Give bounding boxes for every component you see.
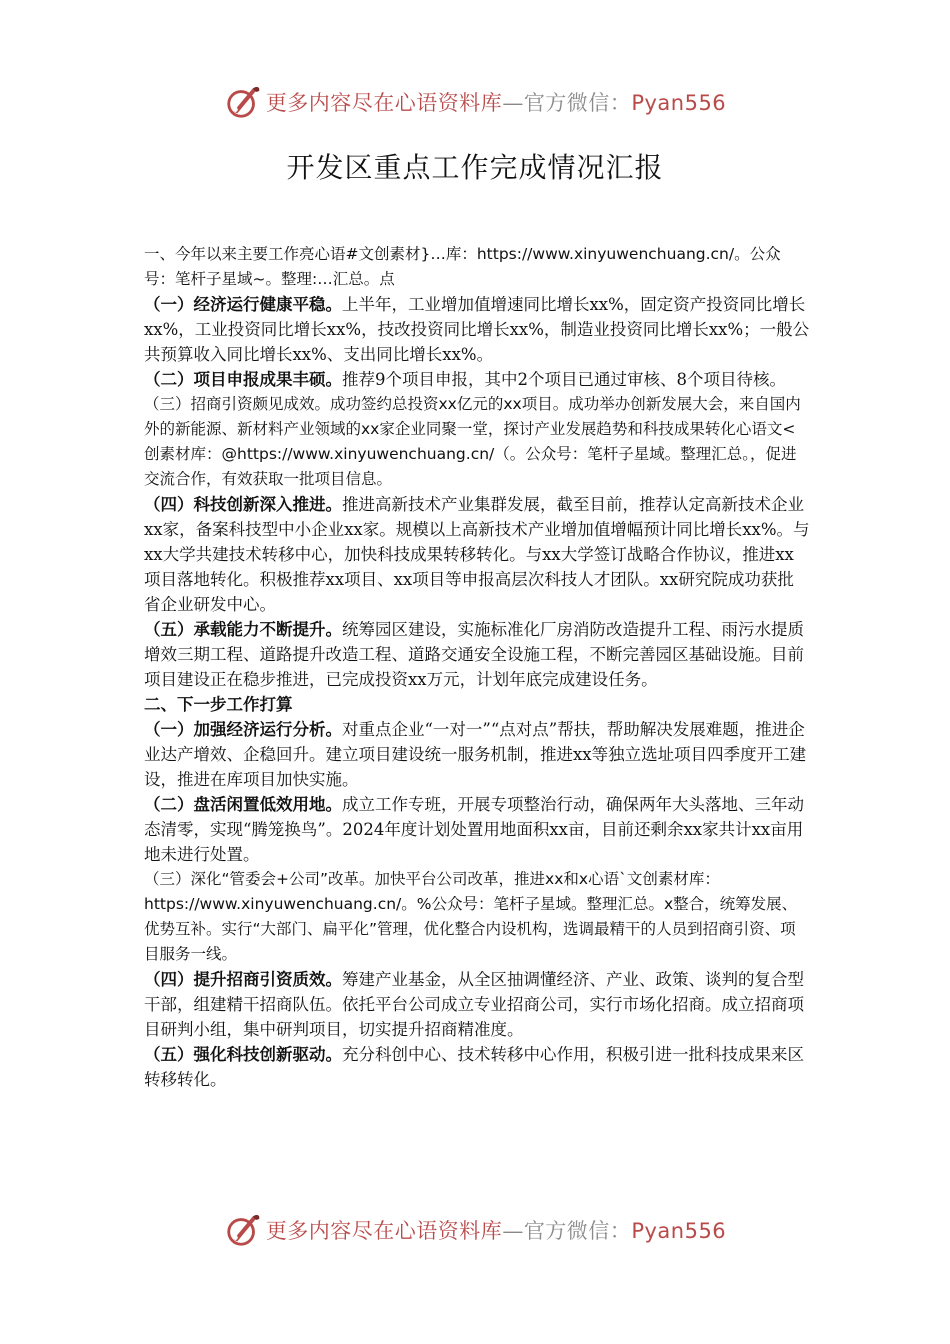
paragraph-10: （三）深化“管委会+公司”改革。加快平台公司改革，推进xx和x心语`文创素材库：https://www.xinyuwenchuang.cn/。%公众号：笔杆子星域。整理汇总。x整合，统筹发展、优势互补。实行“大部门、扁平化”管理，优化整合内设机构，选调最精干的人员到招商引资、项目服务一线。 bbox=[144, 870, 798, 963]
page-title: 开发区重点工作完成情况汇报 bbox=[286, 151, 664, 184]
quill-seal-icon bbox=[224, 83, 262, 121]
banner-official: 官方微信： bbox=[523, 91, 632, 115]
paragraph-3 bbox=[144, 367, 810, 392]
heading-5: （四）科技创新深入推进。 bbox=[144, 495, 342, 514]
section-heading-2: 二、下一步工作打算 bbox=[144, 695, 293, 714]
paragraph-1: 一、今年以来主要工作亮心语#文创素材}…库：https://www.xinyuwenchuang.cn/。公众号：笔杆子星域~。整理:…汇总。点 bbox=[144, 245, 781, 288]
paragraph-2 bbox=[144, 292, 810, 367]
banner-wechat-id: Pyan556 bbox=[631, 1219, 727, 1243]
heading-9: （二）盘活闲置低效用地。 bbox=[144, 795, 342, 814]
text-5: 推进高新技术产业集群发展，截至目前，推荐认定高新技术企业xx家，备案科技型中小企业xx家。规模以上高新技术产业增加值增幅预计同比增长xx%。与xx大学共建技术转移中心，加快科技成果转移转化。与xx大学签订战略合作协议，推进xx项目落地转化。积极推荐xx项目、xx项目等申报高层次科技人才团队。xx研究院成功获批省企业研发中心。 bbox=[144, 495, 810, 614]
quill-seal-icon bbox=[224, 1211, 262, 1249]
text-9: 成立工作专班，开展专项整治行动，确保两年大头落地、三年动态清零，实现“腾笼换鸟”。2024年度计划处置用地面积xx亩，目前还剩余xx家共计xx亩用地未进行处置。 bbox=[144, 795, 804, 864]
heading-11: （四）提升招商引资质效。 bbox=[144, 970, 342, 989]
banner-text bbox=[266, 1215, 726, 1245]
banner-brand: 更多内容尽在心语资料库 bbox=[265, 91, 503, 115]
footer-banner bbox=[0, 1210, 950, 1250]
heading-6: （五）承载能力不断提升。 bbox=[144, 620, 342, 639]
paragraph-4: （三）招商引资颇见成效。成功签约总投资xx亿元的xx项目。成功举办创新发展大会，来自国内外的新能源、新材料产业领域的xx家企业同聚一堂，探讨产业发展趋势和科技成果转化心语文<创素材库：@https://www.xinyuwenchuang.cn/（。公众号：笔杆子星域。整理汇总。，促进交流合作，有效获取一批项目信息。 bbox=[144, 395, 801, 488]
heading-3: （二）项目申报成果丰硕。 bbox=[144, 370, 342, 389]
paragraph-9 bbox=[144, 792, 810, 867]
heading-12: （五）强化科技创新驱动。 bbox=[144, 1045, 342, 1064]
banner-official: 官方微信： bbox=[523, 1219, 632, 1243]
text-6: 统筹园区建设，实施标准化厂房消防改造提升工程、雨污水提质增效三期工程、道路提升改造工程、道路交通安全设施工程，不断完善园区基础设施。目前项目建设正在稳步推进，已完成投资xx万元，计划年底完成建设任务。 bbox=[144, 620, 804, 689]
paragraph-12 bbox=[144, 1042, 810, 1092]
banner-dash: — bbox=[502, 1219, 524, 1243]
paragraph-8 bbox=[144, 717, 810, 792]
text-12: 充分科创中心、技术转移中心作用，积极引进一批科技成果来区转移转化。 bbox=[144, 1045, 804, 1089]
heading-8: （一）加强经济运行分析。 bbox=[144, 720, 342, 739]
paragraph-11 bbox=[144, 967, 810, 1042]
text-8: 对重点企业“一对一”“点对点”帮扶，帮助解决发展难题，推进企业达产增效、企稳回升。建立项目建设统一服务机制，推进xx等独立选址项目四季度开工建设，推进在库项目加快实施。 bbox=[144, 720, 807, 789]
banner-dash: — bbox=[502, 91, 524, 115]
document-body bbox=[144, 242, 810, 1092]
heading-2: （一）经济运行健康平稳。 bbox=[144, 295, 342, 314]
paragraph-6 bbox=[144, 617, 810, 692]
text-3: 推荐9个项目申报，其中2个项目已通过审核、8个项目待核。 bbox=[342, 370, 786, 389]
banner-brand: 更多内容尽在心语资料库 bbox=[265, 1219, 503, 1243]
paragraph-5 bbox=[144, 492, 810, 617]
text-11: 筹建产业基金，从全区抽调懂经济、产业、政策、谈判的复合型干部，组建精干招商队伍。依托平台公司成立专业招商公司，实行市场化招商。成立招商项目研判小组，集中研判项目，切实提升招商精准度。 bbox=[144, 970, 804, 1039]
text-2: 上半年，工业增加值增速同比增长xx%，固定资产投资同比增长xx%，工业投资同比增长xx%，技改投资同比增长xx%，制造业投资同比增长xx%；一般公共预算收入同比增长xx%、支出同比增长xx%。 bbox=[144, 295, 810, 364]
header-banner bbox=[0, 82, 950, 122]
banner-wechat-id: Pyan556 bbox=[631, 91, 727, 115]
banner-text bbox=[266, 87, 726, 117]
